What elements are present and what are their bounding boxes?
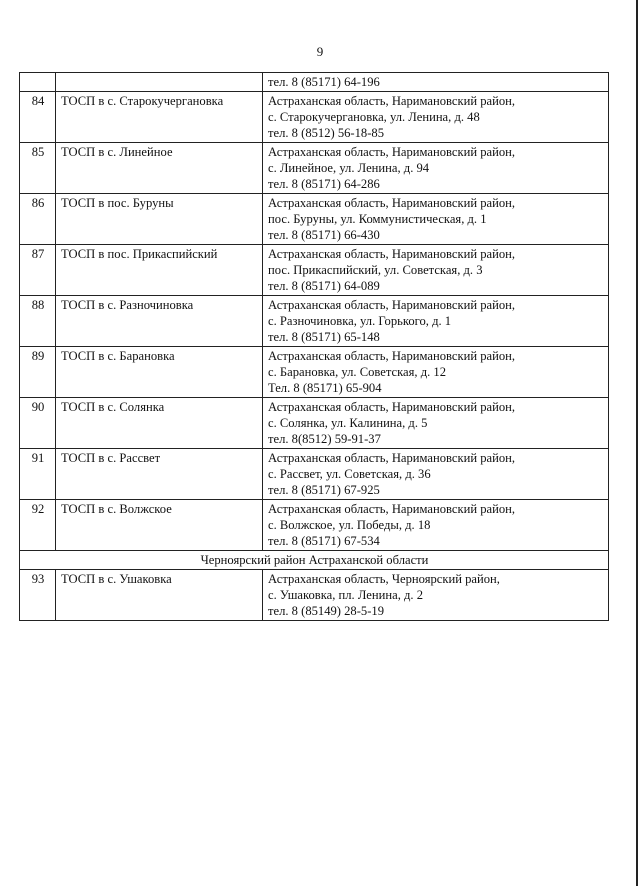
row-number: 93	[20, 570, 56, 621]
row-number: 87	[20, 245, 56, 296]
table-row	[20, 449, 609, 500]
district-header-row	[20, 551, 609, 570]
office-name: ТОСП в с. Разночиновка	[56, 296, 263, 347]
address-line: с. Рассвет, ул. Советская, д. 36	[268, 467, 431, 481]
row-number: 88	[20, 296, 56, 347]
office-name: ТОСП в с. Линейное	[56, 143, 263, 194]
phone-line: тел. 8 (85171) 64-196	[268, 75, 380, 89]
office-name: ТОСП в с. Барановка	[56, 347, 263, 398]
table-row	[20, 347, 609, 398]
row-number: 89	[20, 347, 56, 398]
office-address	[263, 398, 609, 449]
phone-line: тел. 8 (85171) 67-534	[268, 534, 380, 548]
office-address	[263, 194, 609, 245]
address-line: пос. Буруны, ул. Коммунистическая, д. 1	[268, 212, 487, 226]
address-line: Астраханская область, Черноярский район,	[268, 572, 500, 586]
table-row	[20, 194, 609, 245]
phone-line: тел. 8 (8512) 56-18-85	[268, 126, 385, 140]
address-line: Астраханская область, Наримановский район,	[268, 145, 516, 159]
office-name: ТОСП в с. Старокучергановка	[56, 92, 263, 143]
row-number: 86	[20, 194, 56, 245]
address-line: с. Старокучергановка, ул. Ленина, д. 48	[268, 110, 480, 124]
address-line: Астраханская область, Наримановский район,	[268, 451, 516, 465]
district-title: Черноярский район Астраханской области	[20, 551, 609, 570]
address-line: Астраханская область, Наримановский район,	[268, 94, 516, 108]
table-row	[20, 92, 609, 143]
address-line: Астраханская область, Наримановский район,	[268, 196, 516, 210]
office-address	[263, 92, 609, 143]
phone-line: тел. 8 (85149) 28-5-19	[268, 604, 385, 618]
address-line: Астраханская область, Наримановский район,	[268, 502, 516, 516]
address-line: Астраханская область, Наримановский район,	[268, 298, 516, 312]
phone-line: Тел. 8 (85171) 65-904	[268, 381, 382, 395]
office-address	[263, 570, 609, 621]
table-row	[20, 398, 609, 449]
table-row	[20, 296, 609, 347]
row-number: 92	[20, 500, 56, 551]
row-number: 90	[20, 398, 56, 449]
office-name: ТОСП в с. Ушаковка	[56, 570, 263, 621]
office-address	[263, 143, 609, 194]
office-name	[56, 73, 263, 92]
row-number: 85	[20, 143, 56, 194]
phone-line: тел. 8 (85171) 64-286	[268, 177, 380, 191]
address-line: с. Линейное, ул. Ленина, д. 94	[268, 161, 430, 175]
office-address	[263, 347, 609, 398]
phone-line: тел. 8 (85171) 66-430	[268, 228, 380, 242]
office-address	[263, 296, 609, 347]
address-line: с. Барановка, ул. Советская, д. 12	[268, 365, 447, 379]
continuation-row	[20, 73, 609, 92]
table-row	[20, 570, 609, 621]
table-row	[20, 500, 609, 551]
page-edge	[636, 0, 638, 886]
office-name: ТОСП в с. Волжское	[56, 500, 263, 551]
registry-body	[20, 73, 609, 621]
address-line: с. Ушаковка, пл. Ленина, д. 2	[268, 588, 423, 602]
address-line: пос. Прикаспийский, ул. Советская, д. 3	[268, 263, 483, 277]
address-line: Астраханская область, Наримановский район,	[268, 247, 516, 261]
row-number: 91	[20, 449, 56, 500]
phone-line: тел. 8 (85171) 64-089	[268, 279, 380, 293]
address-line: с. Солянка, ул. Калинина, д. 5	[268, 416, 428, 430]
phone-line: тел. 8 (85171) 67-925	[268, 483, 380, 497]
row-number	[20, 73, 56, 92]
address-line: Астраханская область, Наримановский район,	[268, 349, 516, 363]
address-line: Астраханская область, Наримановский район,	[268, 400, 516, 414]
page-number: 9	[316, 44, 324, 59]
table-row	[20, 143, 609, 194]
office-name: ТОСП в с. Рассвет	[56, 449, 263, 500]
office-name: ТОСП в пос. Буруны	[56, 194, 263, 245]
office-address	[263, 500, 609, 551]
row-number: 84	[20, 92, 56, 143]
office-address	[263, 449, 609, 500]
address-line: с. Разночиновка, ул. Горького, д. 1	[268, 314, 452, 328]
address-line: с. Волжское, ул. Победы, д. 18	[268, 518, 431, 532]
phone-line: тел. 8(8512) 59-91-37	[268, 432, 381, 446]
phone-line: тел. 8 (85171) 65-148	[268, 330, 380, 344]
office-address	[263, 245, 609, 296]
office-name: ТОСП в пос. Прикаспийский	[56, 245, 263, 296]
office-address	[263, 73, 609, 92]
office-name: ТОСП в с. Солянка	[56, 398, 263, 449]
office-registry-table	[19, 72, 609, 621]
table-row	[20, 245, 609, 296]
